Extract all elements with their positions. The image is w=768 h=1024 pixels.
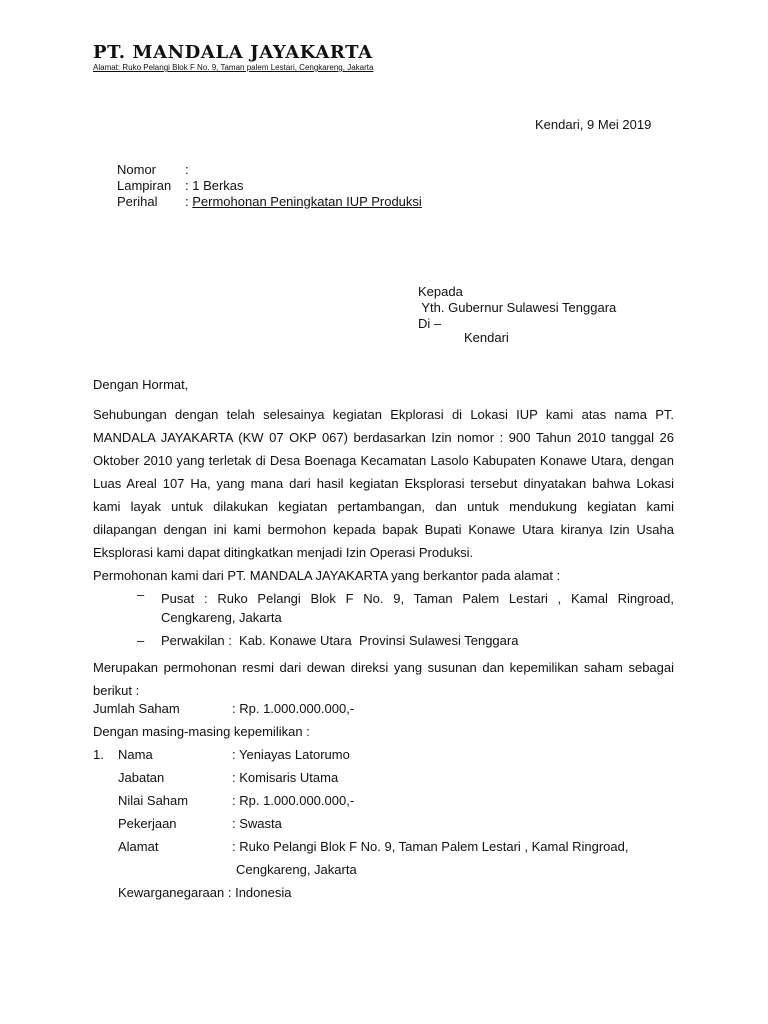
company-name: PT. MANDALA JAYAKARTA bbox=[93, 42, 373, 63]
greeting: Dengan Hormat, bbox=[93, 377, 189, 392]
owner-alamat-value-1: : Ruko Pelangi Blok F No. 9, Taman Palem Lestari , Kamal Ringroad, bbox=[232, 839, 629, 854]
lampiran-value: : 1 Berkas bbox=[185, 178, 244, 193]
nomor-label: Nomor bbox=[117, 162, 157, 177]
meta-perihal bbox=[117, 194, 422, 209]
owner-nama-value: : Yeniayas Latorumo bbox=[232, 747, 350, 762]
owner-alamat-label: Alamat bbox=[118, 839, 159, 854]
owner-nama-label: Nama bbox=[118, 747, 153, 762]
meta-nomor bbox=[117, 162, 189, 177]
perihal-label: Perihal bbox=[117, 194, 158, 209]
shares-value: : Rp. 1.000.000.000,- bbox=[232, 701, 355, 716]
letter-date: Kendari, 9 Mei 2019 bbox=[535, 117, 652, 132]
owner-nilai-value: : Rp. 1.000.000.000,- bbox=[232, 793, 355, 808]
owner-kewarganegaraan: Kewarganegaraan : Indonesia bbox=[118, 885, 292, 900]
nomor-value: : bbox=[185, 162, 189, 177]
paragraph-1: Sehubungan dengan telah selesainya kegiatan Ekplorasi di Lokasi IUP kami atas nama PT. MANDALA JAYAKARTA (KW 07 OKP 067) berdasarkan Izin nomor : 900 Tahun 2010 tanggal 26 Oktober 2010 yang terletak di Desa Boenaga Kecamatan Lasolo Kabupaten Konawe Utara, dengan Luas Areal 107 Ha, yang mana dari hasil kegiatan Eksplorasi tersebut dinyatakan bahwa Lokasi kami layak untuk dilakukan kegiatan pertambangan, dan untuk mendukung kegiatan kami dilapangan dengan ini kami bermohon kepada bapak Bupati Konawe Utara kiranya Izin Usaha Eksplorasi kami dapat ditingkatkan menjadi Izin Operasi Produksi. bbox=[93, 407, 674, 560]
shares-label: Jumlah Saham bbox=[93, 701, 180, 716]
owner-number: 1. bbox=[93, 747, 104, 762]
recipient-to: Kepada bbox=[418, 284, 463, 299]
paragraph-3: Merupakan permohonan resmi dari dewan direksi yang susunan dan kepemilikan saham sebagai berikut : bbox=[93, 660, 674, 698]
office-pusat-line2: Cengkareng, Jakarta bbox=[161, 610, 282, 625]
owner-pekerjaan-label: Pekerjaan bbox=[118, 816, 177, 831]
owner-pekerjaan-value: : Swasta bbox=[232, 816, 282, 831]
perihal-colon: : bbox=[185, 194, 193, 209]
office-perwakilan: Perwakilan : Kab. Konawe Utara Provinsi Sulawesi Tenggara bbox=[161, 633, 519, 648]
perihal-value: Permohonan Peningkatan IUP Produksi bbox=[192, 194, 422, 209]
paragraph-2: Permohonan kami dari PT. MANDALA JAYAKARTA yang berkantor pada alamat : bbox=[93, 568, 561, 583]
office-pusat-line1: Pusat : Ruko Pelangi Blok F No. 9, Taman Palem Lestari , Kamal Ringroad, bbox=[161, 591, 674, 606]
meta-lampiran bbox=[117, 178, 244, 193]
owner-nilai-label: Nilai Saham bbox=[118, 793, 189, 808]
owner-alamat-value-2: Cengkareng, Jakarta bbox=[236, 862, 357, 877]
ownership-intro: Dengan masing-masing kepemilikan : bbox=[93, 724, 310, 739]
recipient-di: Di – bbox=[418, 316, 442, 331]
lampiran-label: Lampiran bbox=[117, 178, 172, 193]
office-dash-2: – bbox=[137, 633, 145, 648]
owner-jabatan-label: Jabatan bbox=[118, 770, 165, 785]
recipient-city: Kendari bbox=[464, 330, 509, 345]
owner-jabatan-value: : Komisaris Utama bbox=[232, 770, 339, 785]
company-address: Alamat: Ruko Pelangi Blok F No. 9, Taman palem Lestari, Cengkareng, Jakarta bbox=[93, 63, 374, 72]
office-dash-1: – bbox=[137, 587, 145, 602]
recipient-yth: Yth. Gubernur Sulawesi Tenggara bbox=[418, 300, 617, 315]
